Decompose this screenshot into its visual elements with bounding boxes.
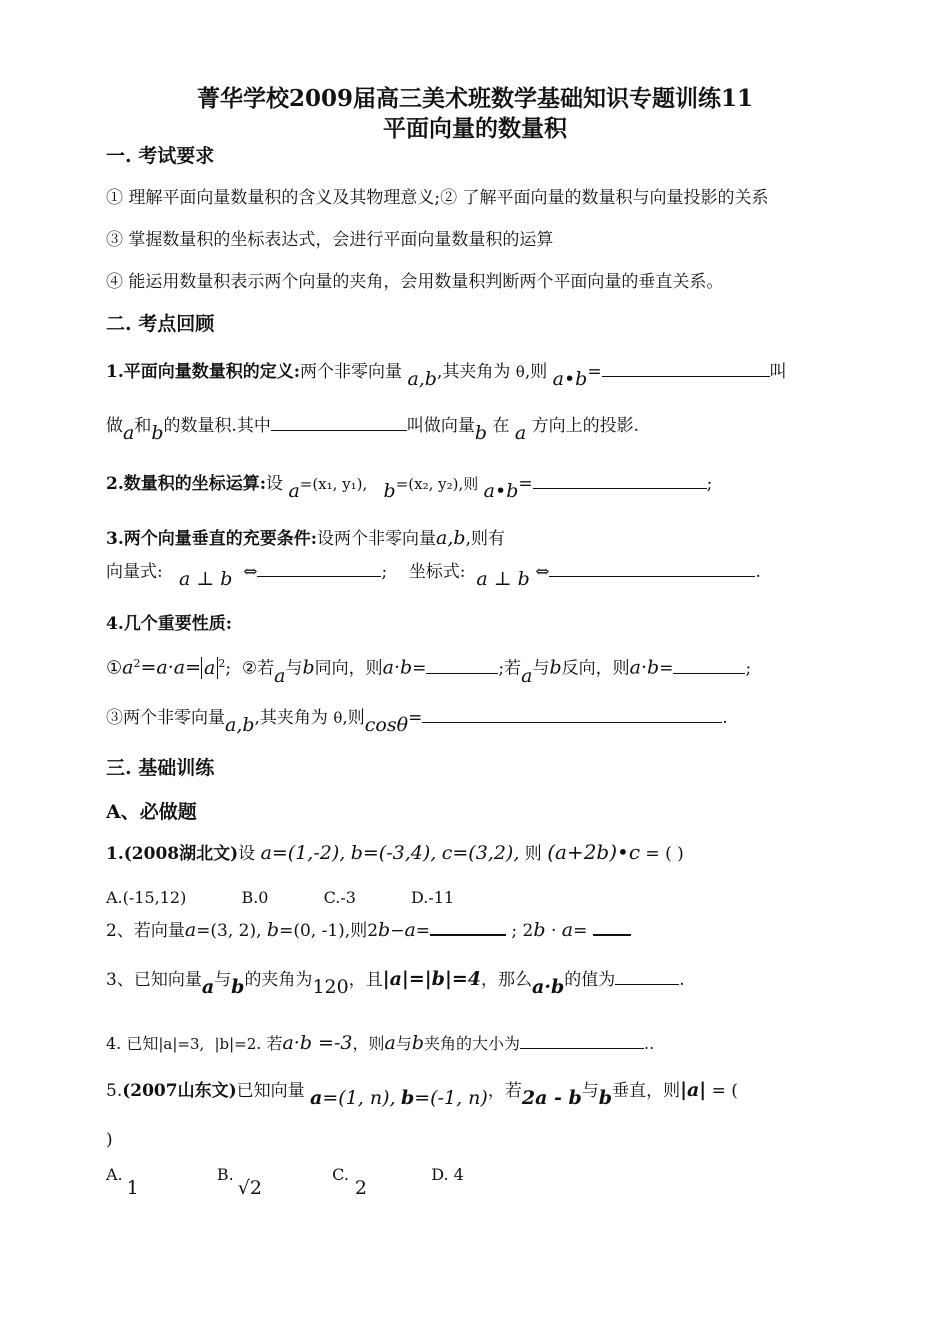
math-value: =(1,-2), [271,842,346,864]
text: ，那么 [481,970,533,990]
math-norm: |b|=2 [214,1035,257,1053]
text: 向量式: [106,562,163,582]
math-dot-product: a·b [629,656,660,679]
answer-bracket-close: ) [106,1130,113,1150]
text: 与 [214,970,232,990]
math-b: b [474,422,488,444]
review-label: 2.数量积的坐标运算: [106,474,267,494]
review-item-4 [106,612,910,636]
text: . 若 [256,1034,283,1053]
text: 与 [532,658,550,679]
option-d[interactable] [431,1165,464,1184]
math-coord: =(x₁, y₁), [299,475,368,493]
review-item-1-cont [106,412,910,444]
text: 两个非零向量 [300,362,403,382]
math-dot-product: a·b =-3 [282,1032,353,1054]
option-label: D. [431,1165,449,1184]
text: 方向上的投影. [531,416,640,436]
math-a: a [123,422,135,444]
text: 和 [134,416,152,436]
text: ; 2 [511,921,534,941]
text: 叫做向量 [406,416,475,436]
requirement-item-1: ① 理解平面向量数量积的含义及其物理意义;② 了解平面向量的数量积与向量投影的关系 [106,188,769,208]
math-a: a [404,919,416,941]
text: ,其夹角为 [254,708,328,728]
option-b[interactable]: B.0 [241,888,269,907]
requirement-item-2: ③ 掌握数量积的坐标表达式，会进行平面向量数量积的运算 [106,230,554,250]
text: ③两个非零向量 [106,708,225,728]
math-value: =(1, n), [322,1087,396,1109]
math-norm: |a| [680,1079,707,1101]
text: ; [381,562,388,582]
section-heading-training: 三. 基础训练 [106,757,215,779]
math-b: b [378,919,391,941]
math-a: a [561,919,574,941]
review-label: 4.几个重要性质: [106,614,233,634]
math-b: b [302,656,315,679]
section-heading-requirements: 一. 考试要求 [106,145,215,167]
answer-blank[interactable] [615,966,679,985]
text: ②若 [241,658,275,679]
math-a: a [521,664,533,687]
text: ; [745,658,752,679]
text: ; [706,474,713,494]
text: ，若 [487,1081,522,1101]
text: ,则有 [465,529,505,549]
text: ，则 [352,1034,385,1053]
math-a: a [288,480,300,502]
math-theta: θ [515,363,525,381]
option-value: 2 [354,1177,368,1199]
math-norm: a [201,657,218,679]
math-b: b [598,1087,613,1109]
text: 2、若向量 [106,921,185,941]
math-vectors: a,b [225,714,255,736]
math-dot-product: a•b [552,368,588,390]
option-value: 1 [126,1177,139,1199]
text: 设两个非零向量 [317,529,437,549]
text: . [722,708,728,728]
text: 同向，则 [314,658,383,679]
text: .. [644,1034,655,1053]
text: · [550,921,557,941]
review-item-4-props: $①a^2=a\cdot a= a$ $^2$; ②若a与b同向，则a·b= ;若a与b反向，则a·b= ; [106,656,752,687]
text: ;若 [498,658,522,679]
text: ,则 [524,362,548,382]
text: = [518,474,533,494]
math-norm: |a|=3, [158,1035,205,1053]
math-value: =(-1, n) [414,1087,488,1109]
math-dot-product: a·b [532,976,565,998]
question-1 [106,840,910,866]
math-norm: |a|=|b|=4 [382,968,482,990]
text: = [573,921,588,941]
text: . [679,970,685,990]
review-item-1 [106,358,910,390]
math-vectors: a,b [407,368,437,390]
answer-blank[interactable] [533,470,707,489]
text: 坐标式: [408,562,466,582]
text: 的数量积.其中 [163,416,271,436]
text: ，且 [348,970,383,990]
option-value: √2 [237,1177,262,1199]
text: = [415,921,431,941]
math-b: b [533,919,546,941]
answer-blank[interactable] [549,558,755,577]
math-cos: cosθ [364,714,409,736]
text: 反向，则 [561,658,630,679]
math-b: b [231,976,245,998]
math-a: a [201,976,215,998]
option-a[interactable] [106,1165,139,1199]
text: ⇔ [535,562,550,582]
math-value: =(-3,4), [362,842,437,864]
answer-blank[interactable] [673,655,745,674]
math-a: a [260,842,272,864]
question-4 [106,1030,910,1056]
math-expression: 2a - b [521,1087,582,1109]
answer-bracket[interactable]: = ( ) [645,844,684,864]
math-theta: θ [333,709,343,727]
text: . [755,562,761,582]
review-label: 3.两个向量垂直的充要条件: [106,529,318,549]
math-a: a [274,664,286,687]
review-item-2 [106,470,910,502]
text: 垂直，则 [612,1081,681,1101]
math-b: b [411,1032,425,1054]
math-perpendicular: a ⊥ b [178,568,233,590]
question-source: (2008湖北文) [123,844,239,864]
math-b: b [266,919,280,941]
text: 则 [524,844,542,864]
answer-blank[interactable] [520,1030,644,1049]
answer-blank[interactable] [426,655,498,674]
option-label: B. [216,1165,234,1184]
text: ,其夹角为 [436,362,511,382]
document-title: 菁华学校2009届高三美术班数学基础知识专题训练11 [196,85,754,112]
option-d[interactable]: D.-11 [411,888,455,907]
review-item-3-forms [106,558,910,590]
option-label: A. [106,1165,123,1184]
answer-blank[interactable] [271,412,407,431]
answer-blank[interactable] [422,704,722,723]
option-value: 4 [453,1165,464,1184]
text: 叫 [769,362,787,382]
text: ,则 [342,708,365,728]
answer-blank[interactable] [602,358,770,377]
math-perpendicular: a ⊥ b [476,568,530,590]
math-coord: =(x₂, y₂),则 [395,475,479,493]
question-3 [106,966,910,998]
answer-blank[interactable] [257,558,381,577]
math-b: b [151,422,164,444]
math-value: =(3, 2), [196,921,262,941]
math-b: b [400,1087,415,1109]
math-a: a [122,656,134,679]
text: ; [225,658,232,679]
answer-blank[interactable] [593,916,631,936]
math-vectors: a,b [436,527,466,549]
requirement-item-3: ④ 能运用数量积表示两个向量的夹角，会用数量积判断两个平面向量的垂直关系。 [106,272,724,292]
question-1-options [106,886,910,910]
document-subtitle: 平面向量的数量积 [383,115,567,142]
question-5-options [106,1162,910,1199]
option-b[interactable] [216,1165,262,1199]
math-a: a [384,1032,396,1054]
text: 的夹角为 [244,970,313,990]
text: − [390,921,405,941]
math-a: a [310,1087,323,1109]
review-label: 1.平面向量数量积的定义: [106,362,301,382]
math-angle: 120 [312,976,349,998]
text: = [408,708,423,728]
section-heading-review: 二. 考点回顾 [106,313,215,335]
question-number: 5. [106,1081,123,1101]
math-c: c [441,842,453,864]
question-source: (2007山东文) [122,1081,237,1101]
math-b: b [383,480,396,502]
text: 做 [106,416,123,436]
option-a[interactable]: A.(-15,12) [106,888,187,907]
text: 设 [266,474,284,494]
text: 设 [238,844,256,864]
math-expression: (a+2b)•c [547,840,641,864]
answer-blank[interactable] [430,916,506,936]
option-c[interactable] [332,1165,368,1199]
question-5-close [106,1128,910,1152]
math-a: a [184,919,197,941]
text: 与 [581,1081,599,1101]
text: = [587,362,602,382]
review-item-4-angle [106,704,910,736]
math-a: a [514,422,527,444]
text: 3、已知向量 [106,970,202,990]
math-dot-product: a•b [483,480,519,502]
math-value: =(3,2), [452,842,520,864]
text: 与 [395,1034,412,1053]
question-2 [106,916,910,943]
math-dot-product: a·b [382,656,413,679]
text: 的值为 [564,970,616,990]
math-b: b [350,842,363,864]
text: = [659,658,674,679]
text: 已知向量 [236,1081,305,1101]
text: 夹角的大小为 [424,1034,521,1053]
math-expr: =a·a= [140,656,202,679]
review-item-3 [106,526,910,551]
text: 在 [492,416,510,436]
text: = [412,658,427,679]
math-value: =(0, -1),则2 [279,921,379,941]
question-number: 1. [106,844,124,864]
subsection-required: A、必做题 [106,801,197,823]
question-5 [106,1078,910,1109]
text: ⇔ [243,562,258,582]
text: ① [106,657,123,679]
answer-bracket[interactable]: = ( [711,1081,738,1101]
text: 与 [285,658,303,679]
option-c[interactable]: C.-3 [323,888,356,907]
option-label: C. [332,1165,349,1184]
text: 4. 已知 [106,1034,159,1053]
math-b: b [549,656,562,679]
